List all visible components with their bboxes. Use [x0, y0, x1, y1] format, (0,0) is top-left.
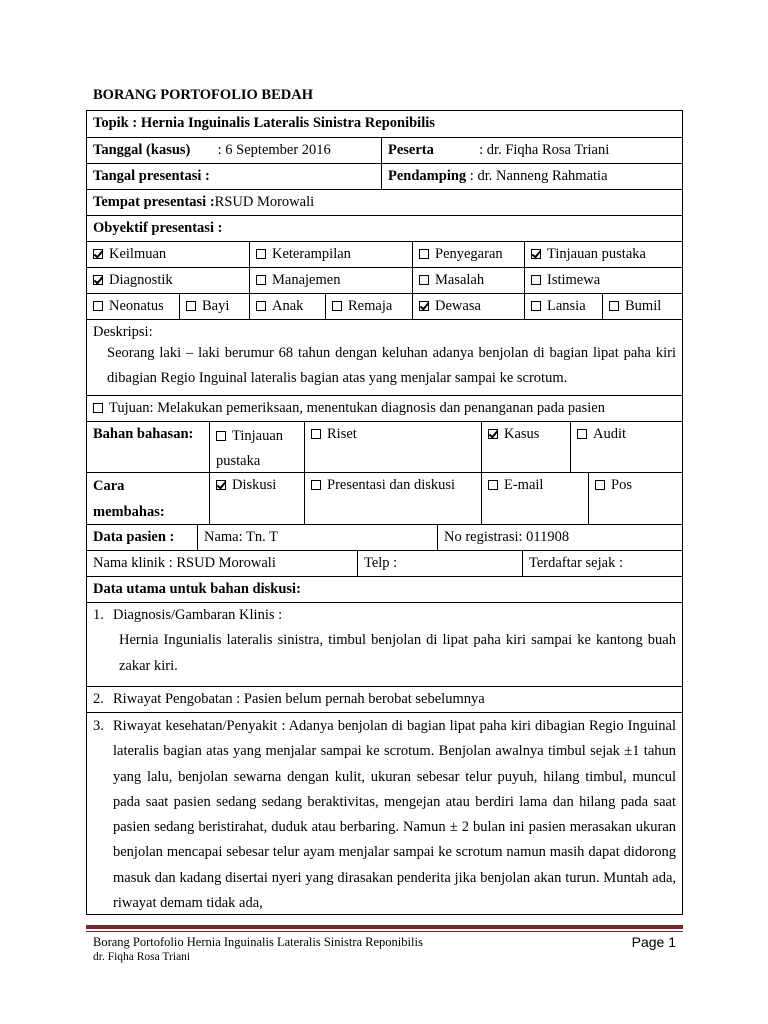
- clinic-phone: Telp :: [357, 551, 522, 576]
- item-diagnosis-text: Hernia Ingunialis lateralis sinistra, timbul benjolan di lipat paha kiri sampai ke kantong buah zakar kiri.: [119, 632, 676, 674]
- checkbox-icon[interactable]: [256, 249, 266, 259]
- option-diagnostik[interactable]: Diagnostik: [87, 268, 249, 293]
- supervisor-cell: [381, 164, 682, 189]
- supervisor-label: Pendamping: [388, 168, 467, 184]
- option-bayi[interactable]: Bayi: [179, 294, 249, 319]
- checkbox-icon[interactable]: [93, 403, 103, 413]
- objective-options-row-2: [87, 267, 682, 293]
- date-label: Tanggal (kasus): [93, 142, 191, 158]
- checkbox-icon[interactable]: [311, 480, 321, 490]
- option-keterampilan[interactable]: Keterampilan: [249, 242, 412, 267]
- item-history-row: [87, 712, 682, 914]
- checkbox-icon[interactable]: [419, 275, 429, 285]
- item-treatment-text: Riwayat Pengobatan : Pasien belum pernah berobat sebelumnya: [113, 691, 485, 707]
- option-manajemen[interactable]: Manajemen: [249, 268, 412, 293]
- checkbox-icon[interactable]: [488, 480, 498, 490]
- objective-options-row-1: [87, 241, 682, 267]
- checkbox-icon[interactable]: [531, 275, 541, 285]
- description-row: [87, 319, 682, 395]
- checkbox-checked-icon[interactable]: [93, 249, 103, 259]
- participant-cell: [381, 138, 682, 163]
- method-row: [87, 472, 682, 524]
- checkbox-checked-icon[interactable]: [216, 480, 226, 490]
- footer-author: dr. Fiqha Rosa Triani: [93, 951, 191, 963]
- item-diagnosis-row: [87, 602, 682, 686]
- checkbox-icon[interactable]: [216, 431, 226, 441]
- footer-rule-thin: [86, 931, 683, 932]
- checkbox-checked-icon[interactable]: [531, 249, 541, 259]
- material-option-kasus[interactable]: Kasus: [481, 422, 570, 472]
- method-option-pos[interactable]: Pos: [588, 473, 682, 524]
- place-value: RSUD Morowali: [214, 194, 315, 210]
- checkbox-icon[interactable]: [93, 301, 103, 311]
- checkbox-checked-icon[interactable]: [419, 301, 429, 311]
- clinic-row: [87, 550, 682, 576]
- footer-page-number: Page 1: [631, 934, 676, 950]
- item-treatment: [87, 687, 682, 712]
- date-cell: [87, 138, 381, 163]
- method-option-diskusi[interactable]: Diskusi: [209, 473, 304, 524]
- checkbox-icon[interactable]: [577, 429, 587, 439]
- option-anak[interactable]: Anak: [249, 294, 325, 319]
- participant-label: Peserta: [388, 142, 434, 158]
- item-diagnosis: [87, 603, 682, 686]
- option-istimewa[interactable]: Istimewa: [524, 268, 682, 293]
- option-bumil[interactable]: Bumil: [602, 294, 682, 319]
- checkbox-icon[interactable]: [332, 301, 342, 311]
- checkbox-icon[interactable]: [531, 301, 541, 311]
- item-number: 1.: [93, 607, 104, 623]
- description-cell: [87, 320, 682, 395]
- option-keilmuan[interactable]: Keilmuan: [87, 242, 249, 267]
- material-option-riset[interactable]: Riset: [304, 422, 481, 472]
- material-option-tinjauan[interactable]: Tinjauan pustaka: [209, 422, 304, 472]
- topic-row: [87, 111, 682, 137]
- goal-row: [87, 395, 682, 421]
- method-option-presentasi[interactable]: Presentasi dan diskusi: [304, 473, 481, 524]
- topic-text: Topik : Hernia Inguinalis Lateralis Sinistra Reponibilis: [93, 115, 435, 131]
- main-data-row: [87, 576, 682, 602]
- objective-label: Obyektif presentasi :: [93, 220, 223, 236]
- checkbox-checked-icon[interactable]: [488, 429, 498, 439]
- item-number: 3.: [93, 718, 104, 734]
- patient-data-row: [87, 524, 682, 550]
- material-label: Bahan bahasan:: [93, 426, 194, 442]
- option-tinjauan-pustaka[interactable]: Tinjauan pustaka: [524, 242, 682, 267]
- checkbox-icon[interactable]: [256, 301, 266, 311]
- objective-row: [87, 215, 682, 241]
- checkbox-icon[interactable]: [311, 429, 321, 439]
- patient-data-label: Data pasien :: [93, 529, 175, 545]
- date-row: [87, 137, 682, 163]
- item-history: [87, 713, 682, 914]
- description-label: Deskripsi:: [93, 324, 153, 340]
- date-value: : 6 September 2016: [217, 142, 331, 158]
- goal-text: Tujuan: Melakukan pemeriksaan, menentukan diagnosis dan penanganan pada pasien: [109, 400, 605, 416]
- patient-name: Nama: Tn. T: [197, 525, 437, 550]
- material-row: [87, 421, 682, 472]
- presentation-date-label: Tangal presentasi :: [93, 168, 210, 184]
- checkbox-icon[interactable]: [595, 480, 605, 490]
- footer-document-title: Borang Portofolio Hernia Inguinalis Lateralis Sinistra Reponibilis: [93, 935, 423, 949]
- main-data-label: Data utama untuk bahan diskusi:: [93, 581, 301, 597]
- option-remaja[interactable]: Remaja: [325, 294, 412, 319]
- place-cell: [87, 190, 682, 215]
- clinic-registered-since: Terdaftar sejak :: [522, 551, 682, 576]
- item-treatment-row: [87, 686, 682, 712]
- option-masalah[interactable]: Masalah: [412, 268, 524, 293]
- footer-rule-thick: [86, 925, 683, 929]
- material-option-audit[interactable]: Audit: [570, 422, 682, 472]
- place-row: [87, 189, 682, 215]
- clinic-name: Nama klinik : RSUD Morowali: [93, 555, 276, 571]
- description-text: Seorang laki – laki berumur 68 tahun dengan keluhan adanya benjolan di bagian lipat paha kiri dibagian Regio Inguinal lateralis bagian atas yang menjalar sampai ke scrotum.: [107, 345, 676, 387]
- method-option-email[interactable]: E-mail: [481, 473, 588, 524]
- checkbox-icon[interactable]: [609, 301, 619, 311]
- goal-cell[interactable]: [87, 396, 682, 421]
- portfolio-form: [86, 110, 683, 915]
- checkbox-icon[interactable]: [419, 249, 429, 259]
- document-title: BORANG PORTOFOLIO BEDAH: [93, 87, 313, 103]
- presentation-date-row: [87, 163, 682, 189]
- place-label: Tempat presentasi :: [93, 194, 215, 210]
- checkbox-checked-icon[interactable]: [93, 275, 103, 285]
- option-dewasa[interactable]: Dewasa: [412, 294, 524, 319]
- item-history-text: Riwayat kesehatan/Penyakit : Adanya benjolan di bagian lipat paha kiri dibagian Regio Inguinal lateralis bagian atas yang menjalar sampai ke scrotum. Benjolan awalnya timbul sejak ±1 tahun yang lalu, benjolan sewarna dengan kulit, ukuran sebesar telur puyuh, hilang timbul, muncul pada saat pasien sedang sedang beraktivitas, mengejan atau berdiri lama dan hilang pada saat pasien sedang beristirahat, duduk atau berbaring. Namun ± 2 bulan ini pasien merasakan ukuran benjolan mencapai sebesar telur ayam menjalar sampai ke scrotum namun masih dapat didorong masuk dan kadang disertai nyeri yang dirasakan penderita jika benjolan akan turun. Muntah ada, riwayat demam tidak ada,: [113, 718, 676, 912]
- item-number: 2.: [93, 691, 104, 707]
- checkbox-icon[interactable]: [186, 301, 196, 311]
- participant-value: : dr. Fiqha Rosa Triani: [479, 142, 610, 158]
- checkbox-icon[interactable]: [256, 275, 266, 285]
- option-neonatus[interactable]: Neonatus: [87, 294, 179, 319]
- patient-registration: No registrasi: 011908: [437, 525, 682, 550]
- supervisor-value: : dr. Nanneng Rahmatia: [469, 168, 608, 184]
- patient-age-row: [87, 293, 682, 319]
- item-title: Diagnosis/Gambaran Klinis :: [113, 607, 283, 623]
- option-lansia[interactable]: Lansia: [524, 294, 602, 319]
- method-label: Cara membahas:: [93, 478, 165, 520]
- option-penyegaran[interactable]: Penyegaran: [412, 242, 524, 267]
